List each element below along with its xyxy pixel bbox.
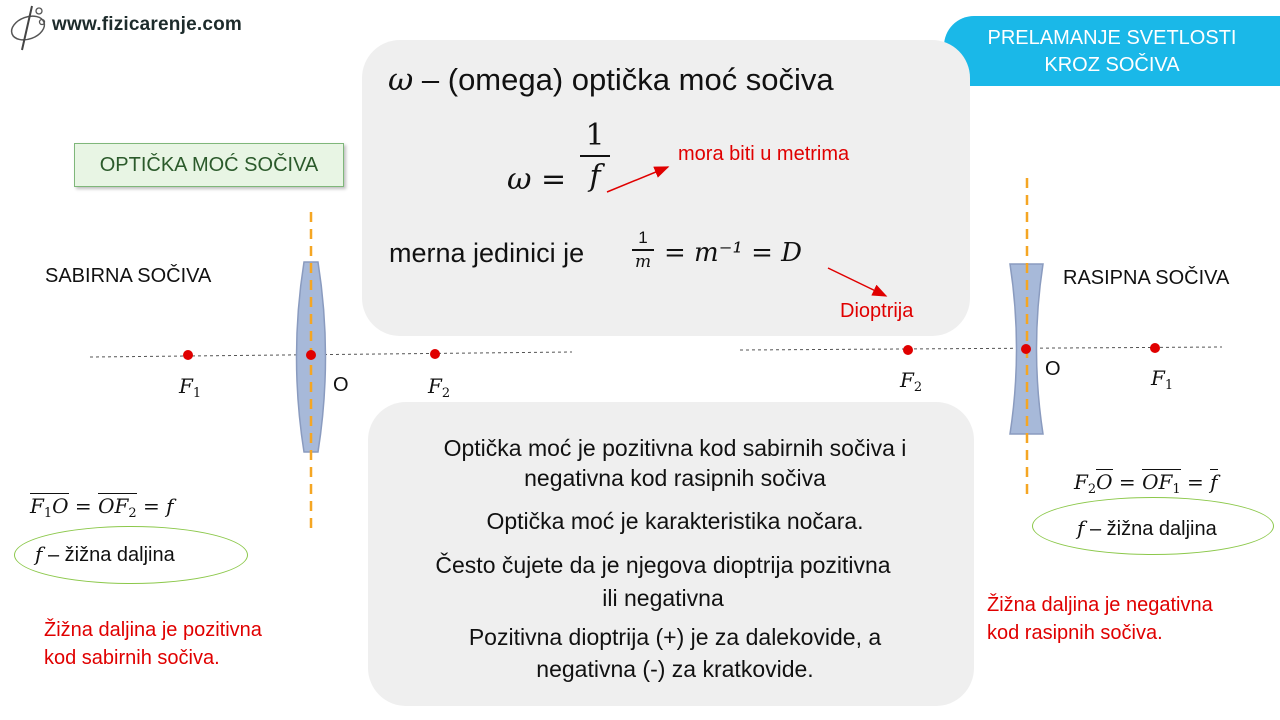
unit-prefix: merna jedinici je [389,238,585,268]
right-note [987,591,1213,647]
right-axis-dashed [740,347,1222,350]
left-def-f: f [35,542,43,566]
right-focus-2-point [903,345,913,355]
arrow-meters [607,167,668,192]
right-focus-1-letter: F [1151,366,1165,390]
left-eq-c-sub: 2 [128,506,137,521]
right-focus-2-letter: F [900,368,914,392]
info-line-6: Pozitivna dioptrija (+) je za dalekovide, a [468,624,882,650]
left-focal-equation [30,494,174,521]
unit-equation: = m⁻¹ = D [664,238,803,268]
left-note-line-1: Žižna daljina je pozitivna [44,619,262,641]
right-eq-a-sub: 2 [1087,482,1097,497]
info-line-4: Često čujete da je njegova dioptrija pozitivna [435,552,891,578]
right-note-line-2: kod rasipnih sočiva. [987,622,1163,644]
left-eq-of2 [98,493,137,521]
right-eq-c: OF [1142,470,1173,494]
right-def-text: – žižna daljina [1084,518,1217,540]
right-center-point [1021,344,1031,354]
left-focus-1-letter: F [179,374,193,398]
left-focus-2-label [428,374,450,401]
left-eq-a-sub: 1 [43,506,53,521]
left-definition [35,542,175,567]
left-note-line-2: kod sabirnih sočiva. [44,647,220,669]
left-focus-2-letter: F [428,374,442,398]
unit-fraction-denominator: m [634,251,652,272]
left-focus-2-sub: 2 [441,386,451,401]
fraction-numerator: 1 [585,118,605,153]
note-dioptrija: Dioptrija [840,300,914,322]
right-eq-of1 [1142,469,1181,497]
left-axis-dashed [90,352,572,357]
left-focus-2-point [430,349,440,359]
left-focus-1-sub: 1 [192,386,202,401]
right-focus-1-point [1150,343,1160,353]
left-def-text: – žižna daljina [42,544,175,566]
left-eq-mid: = [68,494,99,518]
right-focal-equation [1074,470,1218,497]
right-eq-mid2: = [1180,470,1211,494]
omega-title-text: – (omega) optička moć sočiva [413,62,834,97]
left-eq-end: = f [136,494,174,518]
badge-line-2: KROZ SOČIVA [1044,54,1180,76]
right-lens-title: RASIPNA SOČIVA [1063,267,1230,289]
left-eq-a: F [30,494,44,518]
right-eq-a: F [1074,470,1088,494]
right-eq-mid: = [1112,470,1143,494]
right-eq-c-sub: 1 [1172,482,1181,497]
unit-fraction-numerator: 1 [638,228,648,247]
info-line-7: negativna (-) za kratkovide. [536,656,814,682]
left-note [44,616,262,672]
left-eq-b: O [52,494,69,518]
right-focus-2-sub: 2 [913,380,923,395]
right-eq-end: f [1210,470,1218,494]
left-eq-f1o [30,493,69,521]
right-eq-b: O [1096,470,1113,494]
left-center-point [306,350,316,360]
badge-line-1: PRELAMANJE SVETLOSTI [987,27,1237,49]
info-line-1: Optička moć je pozitivna kod sabirnih sočiva i [443,435,907,461]
omega-equation-lhs: ω = [507,162,567,197]
left-eq-c: OF [98,494,129,518]
right-focus-2-label [900,368,922,395]
right-definition [1077,516,1217,541]
left-center-label: O [333,374,349,396]
left-focus-1-point [183,350,193,360]
left-focus-1-label [179,374,201,401]
right-note-line-1: Žižna daljina je negativna [987,594,1213,616]
note-meters: mora biti u metrima [678,143,850,165]
info-line-2: negativna kod rasipnih sočiva [524,465,826,491]
info-line-5: ili negativna [602,585,724,611]
arrow-dioptrija [828,268,886,296]
omega-symbol: ω [388,62,414,98]
left-lens-title: SABIRNA SOČIVA [45,265,212,287]
info-line-3: Optička moć je karakteristika nočara. [486,508,864,534]
logo-text[interactable]: www.fizicarenje.com [52,14,242,35]
right-focus-1-label [1151,366,1173,393]
right-def-f: f [1077,516,1085,540]
right-focus-1-sub: 1 [1164,378,1174,393]
section-label: OPTIČKA MOĆ SOČIVA [74,143,344,187]
right-center-label: O [1045,358,1061,380]
fraction-denominator: f [589,159,601,194]
